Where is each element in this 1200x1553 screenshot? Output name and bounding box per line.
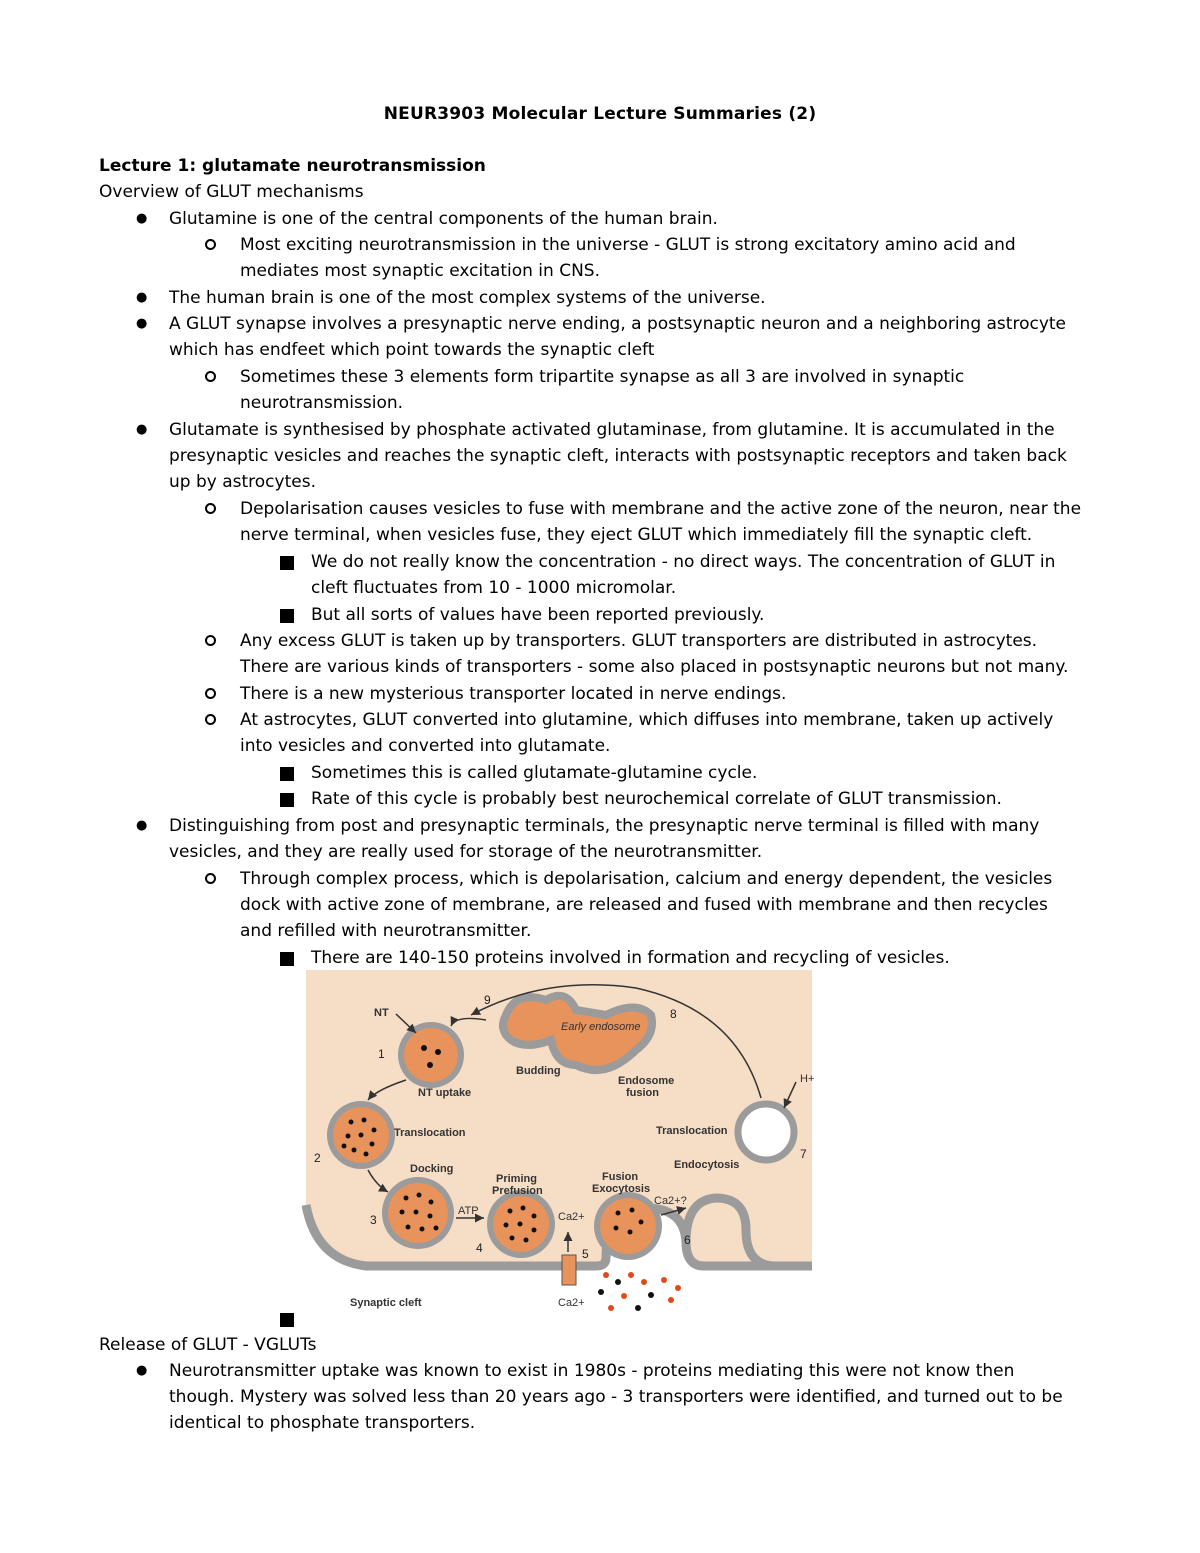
- label-ca-1: Ca2+: [558, 1211, 585, 1223]
- label-docking: Docking: [410, 1163, 454, 1175]
- step-number: 1: [378, 1047, 385, 1061]
- list-item-continuation: vesicles, and they are really used for storage of the neurotransmitter.: [169, 842, 763, 862]
- lecture-heading: Lecture 1: glutamate neurotransmission: [99, 156, 486, 176]
- bullet-square: [280, 793, 294, 807]
- list-item-continuation: presynaptic vesicles and reaches the synaptic cleft, interacts with postsynaptic receptors and taken back: [169, 446, 1067, 466]
- label-ca-3: Ca2+: [558, 1297, 585, 1309]
- label-priming: Priming: [496, 1173, 537, 1185]
- list-item-continuation: identical to phosphate transporters.: [169, 1413, 476, 1433]
- step-number: 4: [476, 1241, 483, 1255]
- list-item: Glutamate is synthesised by phosphate activated glutaminase, from glutamine. It is accumulated in the: [169, 420, 1055, 440]
- list-item-continuation: cleft fluctuates from 10 - 1000 micromolar.: [311, 578, 677, 598]
- label-endocytosis: Endocytosis: [674, 1159, 740, 1171]
- list-item: At astrocytes, GLUT converted into glutamine, which diffuses into membrane, taken up actively: [240, 710, 1054, 730]
- label-synaptic-cleft: Synaptic cleft: [350, 1297, 422, 1309]
- list-item-continuation: dock with active zone of membrane, are released and fused with membrane and then recycles: [240, 895, 1048, 915]
- list-item: Distinguishing from post and presynaptic terminals, the presynaptic nerve terminal is filled with many: [169, 816, 1040, 836]
- list-item: Any excess GLUT is taken up by transporters. GLUT transporters are distributed in astrocytes.: [240, 631, 1038, 651]
- list-item-continuation: which has endfeet which point towards the synaptic cleft: [169, 340, 655, 360]
- list-item: Most exciting neurotransmission in the universe - GLUT is strong excitatory amino acid and: [240, 235, 1016, 255]
- bullet-circle: [205, 239, 216, 250]
- bullet-circle: [205, 371, 216, 382]
- bullet-circle: [205, 688, 216, 699]
- bullet-dot: ●: [136, 1363, 148, 1378]
- list-item-continuation: into vesicles and converted into glutamate.: [240, 736, 611, 756]
- list-item-continuation: mediates most synaptic excitation in CNS.: [240, 261, 600, 281]
- label-ca-2: Ca2+?: [654, 1195, 687, 1207]
- list-item-continuation: neurotransmission.: [240, 393, 404, 413]
- vesicle-cycle-diagram: [306, 970, 815, 1316]
- calcium-channel: [562, 1255, 576, 1285]
- bullet-circle: [205, 873, 216, 884]
- bullet-square: [280, 1313, 294, 1327]
- bullet-circle: [205, 714, 216, 725]
- label-prefusion: Prefusion: [492, 1185, 543, 1197]
- bullet-square: [280, 767, 294, 781]
- list-item: Glutamine is one of the central components of the human brain.: [169, 209, 718, 229]
- label-budding: Budding: [516, 1065, 561, 1077]
- list-item: Through complex process, which is depolarisation, calcium and energy dependent, the vesicles: [240, 869, 1053, 889]
- list-item-continuation: and refilled with neurotransmitter.: [240, 921, 532, 941]
- list-item: There is a new mysterious transporter located in nerve endings.: [240, 684, 787, 704]
- list-item-continuation: There are various kinds of transporters - some also placed in postsynaptic neurons but not many.: [240, 657, 1069, 677]
- section-subheading: Overview of GLUT mechanisms: [99, 182, 364, 202]
- bullet-circle: [205, 635, 216, 646]
- list-item: A GLUT synapse involves a presynaptic nerve ending, a postsynaptic neuron and a neighboring astrocyte: [169, 314, 1067, 334]
- label-nt: NT: [374, 1007, 389, 1019]
- label-translocation-right: Translocation: [656, 1125, 728, 1137]
- bullet-dot: ●: [136, 422, 148, 437]
- label-exocytosis: Exocytosis: [592, 1183, 651, 1195]
- label-endosome: Endosome: [618, 1075, 675, 1087]
- bullet-square: [280, 609, 294, 623]
- section-subheading: Release of GLUT - VGLUTs: [99, 1335, 317, 1355]
- label-fusion-step: Fusion: [602, 1171, 639, 1183]
- label-atp: ATP: [458, 1205, 479, 1217]
- list-item-continuation: up by astrocytes.: [169, 472, 316, 492]
- step-number: 6: [684, 1233, 691, 1247]
- vesicle-empty: [738, 1104, 794, 1160]
- bullet-dot: ●: [136, 316, 148, 331]
- list-item: But all sorts of values have been reported previously.: [311, 605, 765, 625]
- step-number: 5: [582, 1247, 589, 1261]
- page-title: NEUR3903 Molecular Lecture Summaries (2): [383, 104, 817, 124]
- list-item: Rate of this cycle is probably best neurochemical correlate of GLUT transmission.: [311, 789, 1002, 809]
- label-h-plus: H+: [800, 1073, 815, 1085]
- list-item: The human brain is one of the most complex systems of the universe.: [169, 288, 766, 308]
- label-translocation-left: Translocation: [394, 1127, 466, 1139]
- list-item: Depolarisation causes vesicles to fuse with membrane and the active zone of the neuron, near the: [240, 499, 1082, 519]
- vesicle-cycle-figure: [306, 970, 815, 1316]
- label-nt-uptake: NT uptake: [418, 1087, 472, 1099]
- label-early-endosome: Early endosome: [561, 1021, 641, 1033]
- step-number: 9: [484, 993, 491, 1007]
- list-item: Sometimes these 3 elements form tripartite synapse as all 3 are involved in synaptic: [240, 367, 965, 387]
- bullet-dot: ●: [136, 818, 148, 833]
- step-number: 8: [670, 1007, 677, 1021]
- list-item: We do not really know the concentration - no direct ways. The concentration of GLUT in: [311, 552, 1056, 572]
- step-number: 2: [314, 1151, 321, 1165]
- list-item: There are 140-150 proteins involved in formation and recycling of vesicles.: [311, 948, 950, 968]
- bullet-dot: ●: [136, 290, 148, 305]
- list-item: Sometimes this is called glutamate-glutamine cycle.: [311, 763, 758, 783]
- step-number: 7: [800, 1147, 807, 1161]
- bullet-square: [280, 952, 294, 966]
- bullet-circle: [205, 503, 216, 514]
- label-fusion: fusion: [626, 1087, 659, 1099]
- bullet-square: [280, 556, 294, 570]
- list-item-continuation: nerve terminal, when vesicles fuse, they eject GLUT which immediately fill the synaptic cleft.: [240, 525, 1033, 545]
- step-number: 3: [370, 1213, 377, 1227]
- bullet-dot: ●: [136, 211, 148, 226]
- list-item-continuation: though. Mystery was solved less than 20 years ago - 3 transporters were identified, and turned out to be: [169, 1387, 1063, 1407]
- list-item: Neurotransmitter uptake was known to exist in 1980s - proteins mediating this were not know then: [169, 1361, 1015, 1381]
